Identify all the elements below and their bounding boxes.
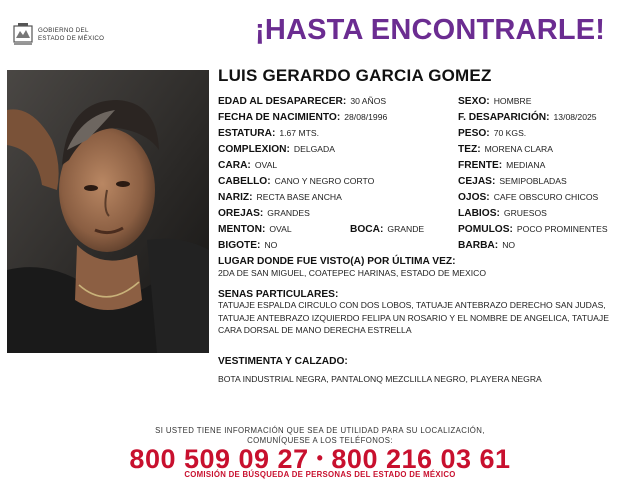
field-value: MORENA CLARA (484, 144, 553, 154)
field-value: 70 KGS. (493, 128, 527, 138)
field-bigote (218, 240, 277, 251)
government-logo (12, 22, 122, 48)
field-cara (218, 160, 277, 171)
field-value: GRANDE (387, 224, 425, 234)
field-label: FRENTE: (458, 160, 503, 171)
field-label: BARBA: (458, 240, 499, 251)
contact-note (0, 426, 640, 445)
commission-footer: COMISIÓN DE BÚSQUEDA DE PERSONAS DEL ESTADO DE MÉXICO (184, 470, 456, 479)
field-label: FECHA DE NACIMIENTO: (218, 112, 341, 123)
field-value: NO (502, 240, 516, 250)
person-name: LUIS GERARDO GARCIA GOMEZ (218, 66, 492, 85)
field-pomulos (458, 224, 608, 235)
field-value: DELGADA (293, 144, 335, 154)
field-label: CARA: (218, 160, 251, 171)
features-title: SENAS PARTICULARES: (218, 289, 339, 300)
field-label: ESTATURA: (218, 128, 276, 139)
field-label: CABELLO: (218, 176, 271, 187)
field-label: NARIZ: (218, 192, 253, 203)
field-orejas (218, 208, 310, 219)
field-edad (218, 96, 386, 107)
field-label: CEJAS: (458, 176, 496, 187)
clothing-title: VESTIMENTA Y CALZADO: (218, 356, 348, 367)
features-text: TATUAJE ESPALDA CIRCULO CON DOS LOBOS, TATUAJE ANTEBRAZO DERECHO SAN JUDAS, TATUAJE ANTEBRAZO IZQUIERDO FELIPA UN ROSARIO Y EL NOMBRE DE ANGELICA, TATUAJE CARA DORSAL DE MANO DERECHA ESTRELLA (218, 300, 609, 335)
contact-note-line2: COMUNÍQUESE A LOS TELÉFONOS: (247, 435, 393, 445)
field-value: HOMBRE (493, 96, 532, 106)
field-label: SEXO: (458, 96, 490, 107)
field-cabello (218, 176, 374, 187)
field-value: OVAL (269, 224, 292, 234)
contact-note-line1: SI USTED TIENE INFORMACIÓN QUE SEA DE UTILIDAD PARA SU LOCALIZACIÓN, (155, 426, 485, 435)
field-barba (458, 240, 515, 251)
field-ojos (458, 192, 598, 203)
field-label: BOCA: (350, 224, 384, 235)
field-peso (458, 128, 526, 139)
field-label: EDAD AL DESAPARECER: (218, 96, 347, 107)
field-value: NO (264, 240, 278, 250)
field-label: POMULOS: (458, 224, 513, 235)
field-label: BIGOTE: (218, 240, 261, 251)
field-tez (458, 144, 553, 155)
photo-illustration (7, 70, 209, 353)
field-label: LABIOS: (458, 208, 500, 219)
phone-separator: • (316, 448, 324, 468)
field-label: F. DESAPARICIÓN: (458, 112, 550, 123)
field-fecha-desaparicion (458, 112, 597, 123)
field-boca (350, 224, 424, 235)
field-labios (458, 208, 547, 219)
field-menton (218, 224, 292, 235)
field-label: OJOS: (458, 192, 490, 203)
field-frente (458, 160, 545, 171)
field-label: OREJAS: (218, 208, 264, 219)
field-value: OVAL (254, 160, 278, 170)
logo-line1: GOBIERNO DEL (38, 27, 89, 34)
field-value: CAFE OBSCURO CHICOS (493, 192, 599, 202)
field-value: GRANDES (267, 208, 310, 218)
missing-person-photo (7, 70, 209, 353)
field-estatura (218, 128, 319, 139)
field-cejas (458, 176, 567, 187)
field-value: 28/08/1996 (344, 112, 388, 122)
state-emblem-icon (12, 22, 34, 46)
field-nariz (218, 192, 342, 203)
field-value: 30 AÑOS (350, 96, 387, 106)
field-label: PESO: (458, 128, 490, 139)
phone-number-2[interactable]: 800 216 03 61 (331, 444, 511, 474)
field-value: SEMIPOBLADAS (499, 176, 567, 186)
field-label: COMPLEXION: (218, 144, 290, 155)
field-value: 13/08/2025 (553, 112, 597, 122)
field-complexion (218, 144, 335, 155)
field-value: GRUESOS (503, 208, 547, 218)
field-fecha-nacimiento (218, 112, 387, 123)
headline: ¡HASTA ENCONTRARLE! (255, 14, 606, 46)
field-label: TEZ: (458, 144, 481, 155)
field-label: MENTON: (218, 224, 266, 235)
clothing-text: BOTA INDUSTRIAL NEGRA, PANTALONQ MEZCLILLA NEGRO, PLAYERA NEGRA (218, 374, 542, 384)
logo-line2: ESTADO DE MÉXICO (38, 34, 105, 42)
last-seen-title: LUGAR DONDE FUE VISTO(A) POR ÚLTIMA VEZ: (218, 256, 456, 267)
last-seen-text: 2DA DE SAN MIGUEL, COATEPEC HARINAS, ESTADO DE MEXICO (218, 268, 487, 278)
field-value: 1.67 MTS. (279, 128, 319, 138)
field-value: POCO PROMINENTES (516, 224, 608, 234)
field-sexo (458, 96, 531, 107)
field-value: MEDIANA (506, 160, 546, 170)
field-value: RECTA BASE ANCHA (256, 192, 342, 202)
field-value: CANO Y NEGRO CORTO (274, 176, 375, 186)
phone-number-1[interactable]: 800 509 09 27 (129, 444, 309, 474)
